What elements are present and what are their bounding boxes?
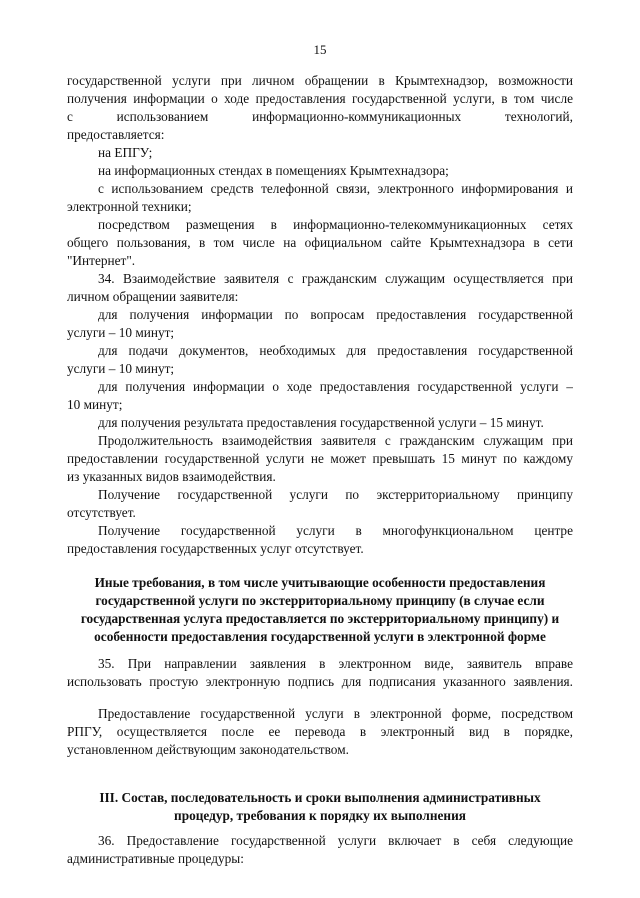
text-line: получения информации о ходе предоставления государственной услуги, в том числе — [67, 91, 573, 106]
text-line: использовать простую электронную подпись для подписания указанного заявления. — [67, 674, 573, 689]
text-line: государственной услуги при личном обращении в Крымтехнадзор, возможности — [67, 73, 573, 88]
text-line: для получения информации по вопросам предоставления государственной — [98, 307, 573, 322]
text-line: предоставлении государственной услуги не может превышать 15 минут по каждому — [67, 451, 573, 466]
text-line: с использованием средств телефонной связи, электронного информирования и — [98, 181, 573, 196]
text-line: Предоставление государственной услуги в электронной форме, посредством — [98, 706, 573, 721]
chapter-heading-line: III. Состав, последовательность и сроки выполнения административных — [99, 790, 541, 805]
text-line: из указанных видов взаимодействия. — [67, 469, 276, 484]
text-line: 35. При направлении заявления в электронном виде, заявитель вправе — [98, 656, 573, 671]
section-heading-line: особенности предоставления государственной услуги в электронной форме — [94, 629, 546, 644]
text-line: РПГУ, осуществляется после ее перевода в электронный вид в порядке, — [67, 724, 573, 739]
text-line: на ЕПГУ; — [98, 145, 153, 160]
text-line: предоставления государственных услуг отсутствует. — [67, 541, 364, 556]
text-line: 34. Взаимодействие заявителя с гражданским служащим осуществляется при — [98, 271, 573, 286]
text-line: услуги – 10 минут; — [67, 361, 175, 376]
text-line: для получения информации о ходе предоставления государственной услуги – — [98, 379, 573, 394]
text-line: административные процедуры: — [67, 851, 244, 866]
text-line: 36. Предоставление государственной услуги включает в себя следующие — [98, 833, 573, 848]
text-line: для подачи документов, необходимых для предоставления государственной — [98, 343, 573, 358]
text-line: 10 минут; — [67, 397, 123, 412]
text-line: на информационных стендах в помещениях Крымтехнадзора; — [98, 163, 449, 178]
text-line: для получения результата предоставления государственной услуги – 15 минут. — [98, 415, 544, 430]
section-heading-line: Иные требования, в том числе учитывающие особенности предоставления — [94, 575, 546, 590]
section-heading-line: государственной услуги по экстерриториальному принципу (в случае если — [95, 593, 545, 608]
chapter-heading-line: процедур, требования к порядку их выполнения — [174, 808, 466, 823]
text-line: Получение государственной услуги в многофункциональном центре — [98, 523, 573, 538]
section-heading-line: государственная услуга предоставляется по экстерриториальному принципу) и — [80, 611, 560, 626]
text-line: услуги – 10 минут; — [67, 325, 175, 340]
text-line: с использованием информационно-коммуникационных технологий, — [67, 109, 573, 124]
text-line: Получение государственной услуги по экстерриториальному принципу — [98, 487, 573, 502]
text-line: "Интернет". — [67, 253, 136, 268]
text-line: Продолжительность взаимодействия заявителя с гражданским служащим при — [98, 433, 573, 448]
text-line: общего пользования, в том числе на официальном сайте Крымтехнадзора в сети — [67, 235, 573, 250]
text-line: отсутствует. — [67, 505, 136, 520]
text-line: личном обращении заявителя: — [67, 289, 239, 304]
text-line: предоставляется: — [67, 127, 165, 142]
page-number: 15 — [313, 42, 327, 57]
text-line: электронной техники; — [67, 199, 192, 214]
text-line: установленном действующим законодательством. — [67, 742, 349, 757]
text-line: посредством размещения в информационно-телекоммуникационных сетях — [98, 217, 573, 232]
